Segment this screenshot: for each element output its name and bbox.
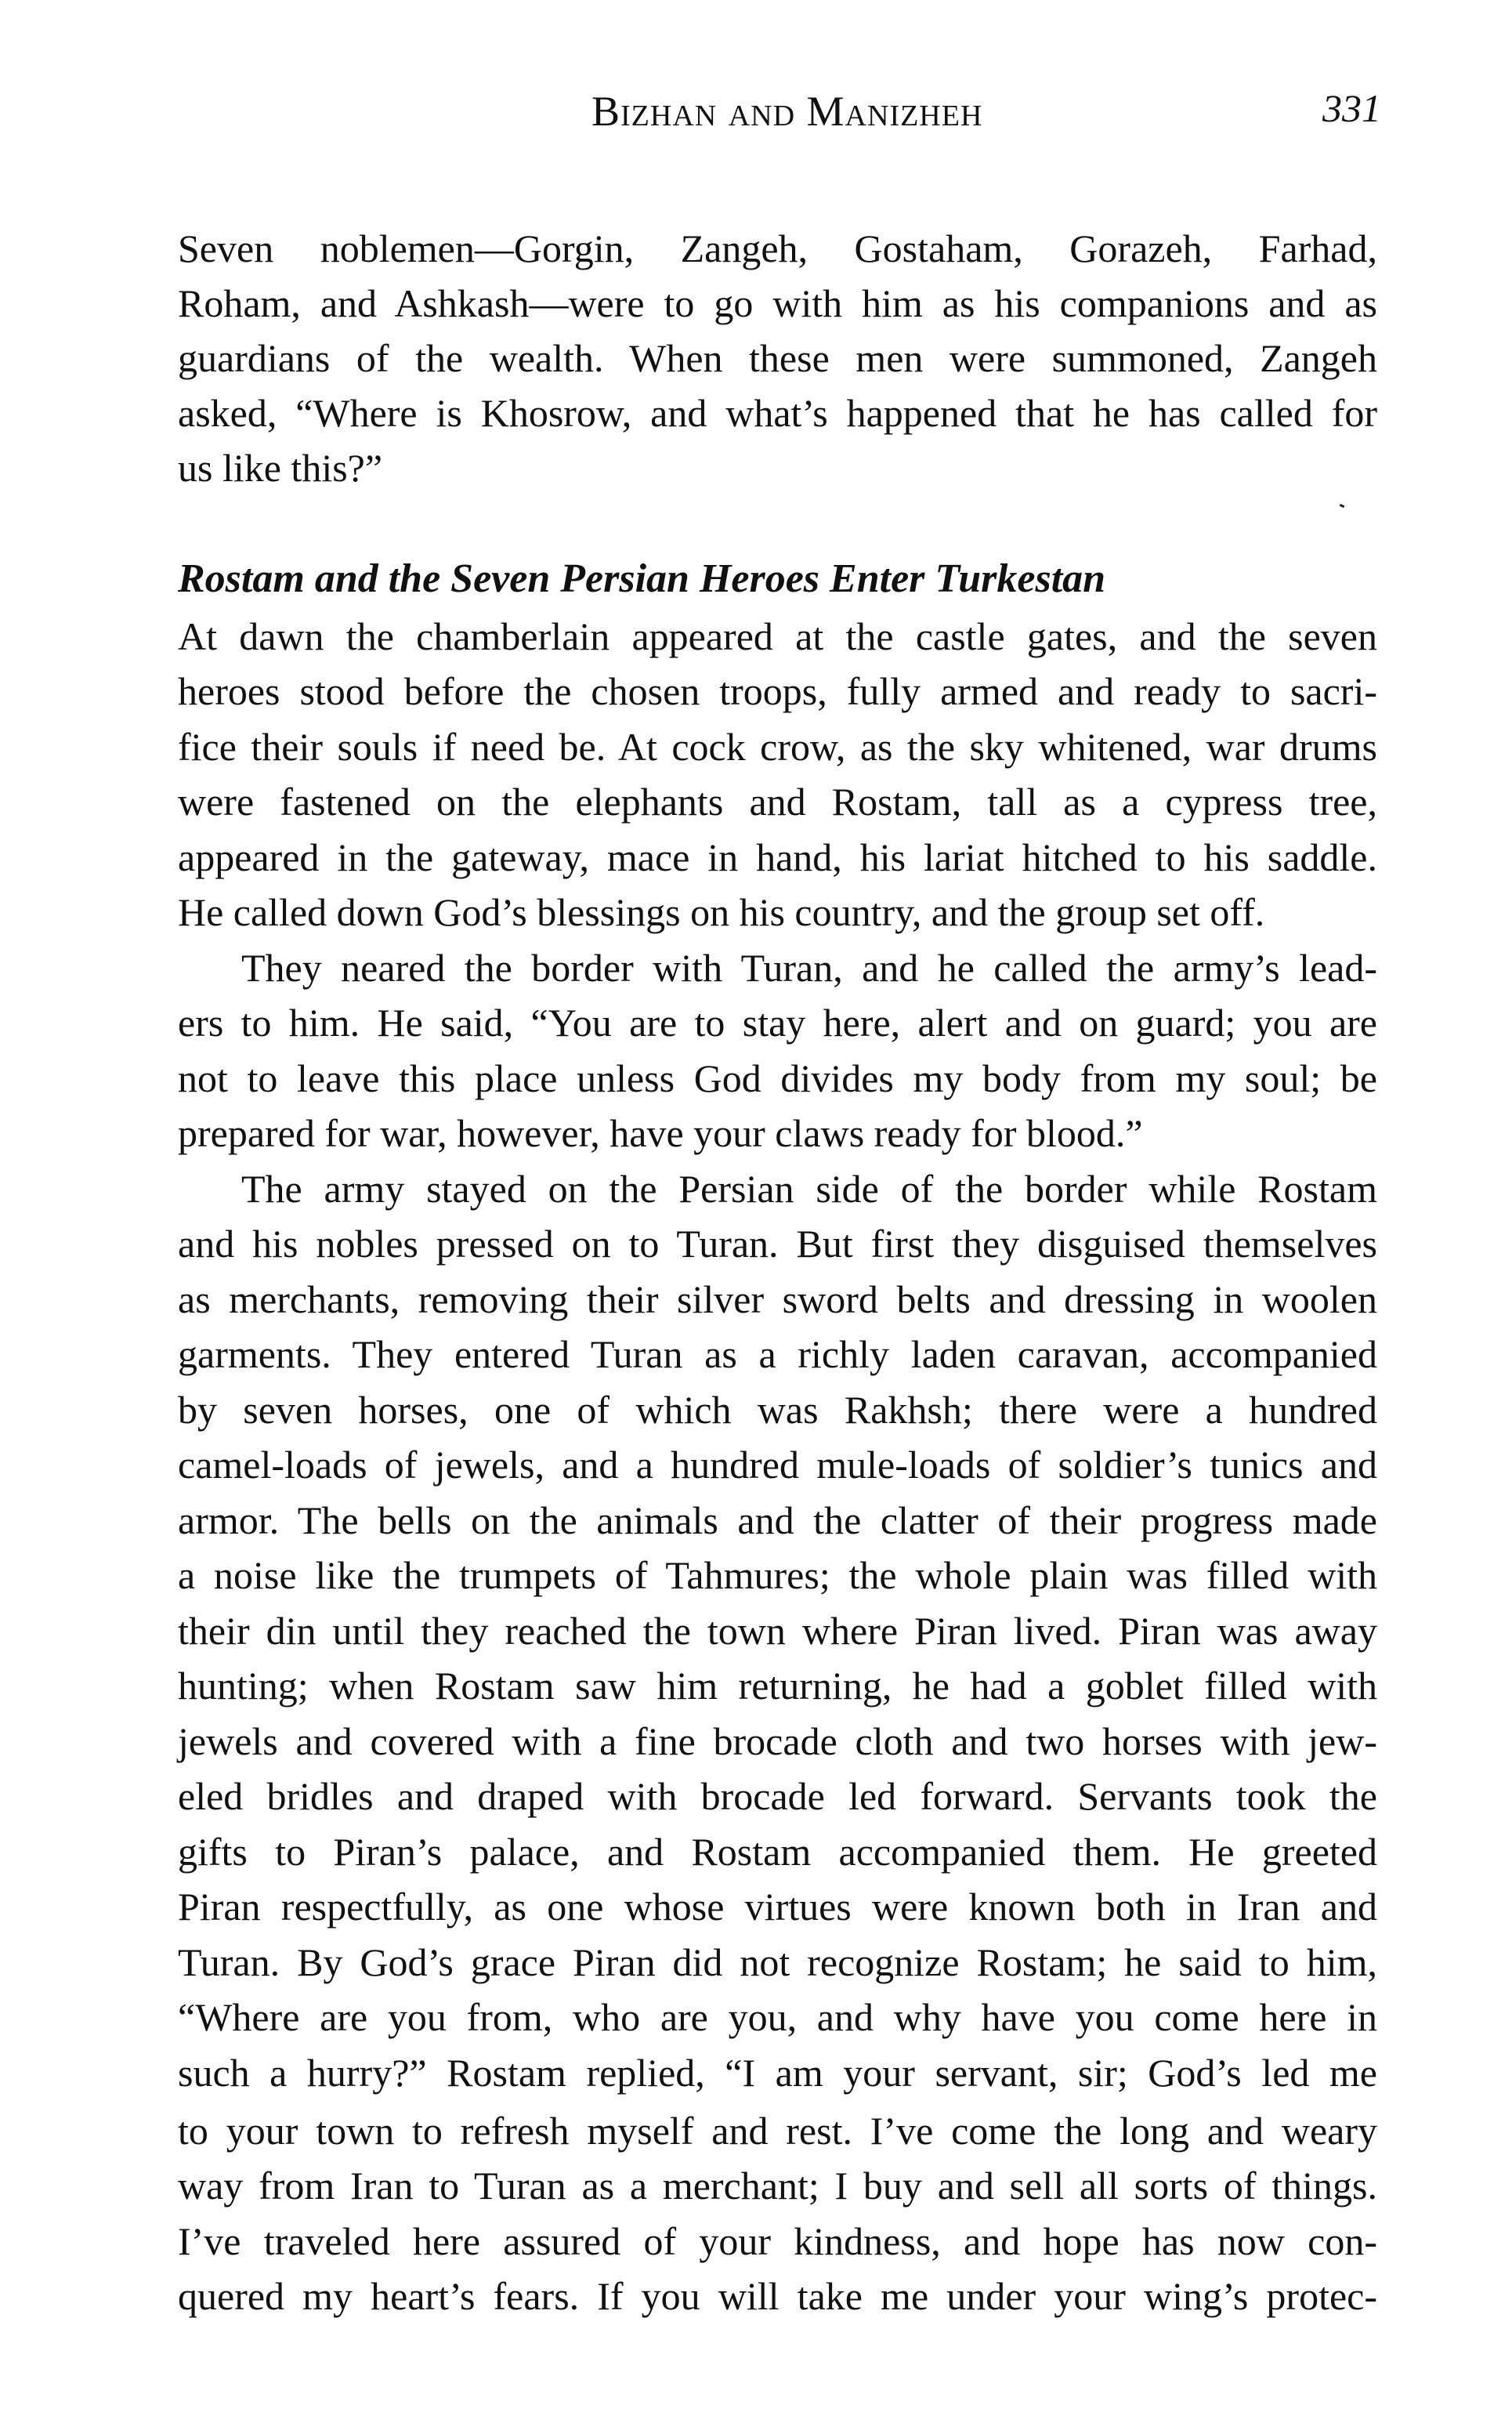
text-line: and his nobles pressed on to Turan. But first they disguised themselves [178,1222,1377,1266]
text-line: eled bridles and draped with brocade led forward. Servants took the [178,1774,1377,1818]
text-line: “Where are you from, who are you, and why have you come here in [178,1995,1377,2039]
text-line: asked, “Where is Khosrow, and what’s happened that he has called for [178,391,1377,435]
text-line: hunting; when Rostam saw him returning, he had a goblet filled with [178,1664,1377,1708]
text-line: appeared in the gateway, mace in hand, his lariat hitched to his saddle. [178,835,1377,879]
text-line: fice their souls if need be. At cock crow, as the sky whitened, war drums [178,725,1377,769]
text-line: camel-loads of jewels, and a hundred mule-loads of soldier’s tunics and [178,1443,1377,1487]
text-line: garments. They entered Turan as a richly laden caravan, accompanied [178,1332,1377,1376]
text-line: They neared the border with Turan, and he called the army’s lead- [241,946,1377,990]
text-line: quered my heart’s fears. If you will take me under your wing’s protec- [178,2274,1377,2318]
text-line: were fastened on the elephants and Rostam, tall as a cypress tree, [178,780,1377,824]
text-line: not to leave this place unless God divides my body from my soul; be [178,1056,1377,1100]
text-line: prepared for war, however, have your claws ready for blood.” [178,1111,1143,1155]
section-heading: Rostam and the Seven Persian Heroes Enter Turkestan [178,556,1106,601]
text-line: jewels and covered with a fine brocade cloth and two horses with jew- [178,1719,1377,1763]
text-line: Piran respectfully, as one whose virtues were known both in Iran and [178,1885,1377,1929]
text-line: The army stayed on the Persian side of the border while Rostam [241,1167,1377,1211]
text-line: I’ve traveled here assured of your kindness, and hope has now con- [178,2219,1377,2263]
text-line: by seven horses, one of which was Rakhsh; there were a hundred [178,1388,1377,1432]
text-line: ers to him. He said, “You are to stay here, alert and on guard; you are [178,1001,1377,1045]
text-line: Roham, and Ashkash—were to go with him as his companions and as [178,281,1377,325]
text-line: At dawn the chamberlain appeared at the castle gates, and the seven [178,614,1377,658]
text-line: Seven noblemen—Gorgin, Zangeh, Gostaham, Gorazeh, Farhad, [178,226,1377,270]
text-line: their din until they reached the town where Piran lived. Piran was away [178,1609,1377,1653]
text-line: heroes stood before the chosen troops, fully armed and ready to sacri- [178,669,1377,713]
text-line: a noise like the trumpets of Tahmures; the whole plain was filled with [178,1553,1377,1597]
text-line: such a hurry?” Rostam replied, “I am your servant, sir; God’s led me [178,2051,1377,2095]
running-head: Bizhan and Manizheh [591,88,983,135]
text-line: guardians of the wealth. When these men were summoned, Zangeh [178,336,1377,380]
text-line: He called down God’s blessings on his country, and the group set off. [178,890,1265,934]
text-line: as merchants, removing their silver sword belts and dressing in woolen [178,1277,1377,1321]
page-number: 331 [1322,86,1381,130]
text-line: us like this?” [178,446,383,490]
text-line: way from Iran to Turan as a merchant; I buy and sell all sorts of things. [178,2164,1377,2208]
text-line: armor. The bells on the animals and the clatter of their progress made [178,1498,1377,1542]
text-line: Turan. By God’s grace Piran did not recognize Rostam; he said to him, [178,1940,1377,1984]
text-line: to your town to refresh myself and rest. I’ve come the long and weary [178,2109,1377,2153]
text-line: gifts to Piran’s palace, and Rostam accompanied them. He greeted [178,1830,1377,1874]
stray-mark [1340,504,1345,508]
